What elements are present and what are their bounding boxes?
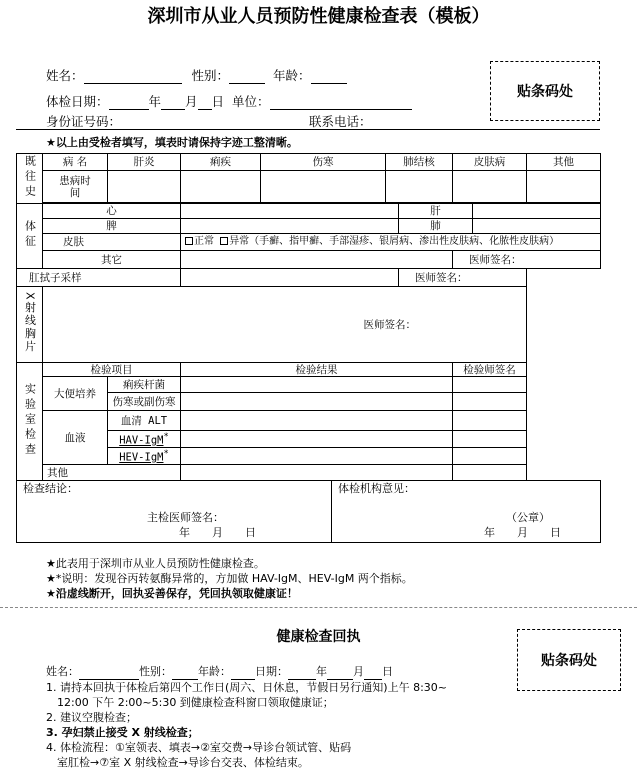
receipt-year-input[interactable] [288,669,316,680]
lab-result-header: 检验结果 [181,363,453,377]
physical-section-label: 体征 [17,204,43,269]
skin-label: 皮肤 [43,234,181,251]
dysentery-sign-cell[interactable] [453,377,527,393]
xray-result-cell[interactable] [43,287,527,363]
note-cut-line: ★沿虚线断开，回执妥善保存，凭回执领取健康证！ [46,587,298,600]
name-field-row [46,66,347,84]
exam-month-input[interactable] [161,97,185,110]
note-usage: ★此表用于深圳市从业人员预防性健康检查。 [46,557,265,570]
xray-doctor-sign: 医师签名： [363,318,416,331]
liver-label: 肝 [399,204,473,219]
disease-skin: 皮肤病 [453,154,527,171]
receipt-name-label: 姓名： [46,665,79,678]
hav-asterisk: * [163,432,169,443]
skin-abnormal-checkbox[interactable] [220,237,228,245]
skin-options [181,234,601,251]
skin-normal-label: 正常 [194,236,214,247]
exam-day-input[interactable] [198,97,212,110]
dysentery-result-cell[interactable] [181,377,453,393]
hav-sign-cell[interactable] [453,431,527,448]
anal-swab-doctor-sign: 医师签名： [399,269,527,287]
alt-item: 血清 ALT [108,411,181,431]
onset-hepatitis-cell[interactable] [108,171,181,203]
conclusion-label: 检查结论： [23,482,78,495]
id-row [46,112,476,130]
receipt-day-label: 日 [382,665,393,678]
note-asterisk: ★*说明：发现谷丙转氨酶异常的，方加做 HAV-IgM、HEV-IgM 两个指标。 [46,572,413,585]
physical-other-label: 其它 [43,251,181,269]
stool-culture-label: 大便培养 [43,377,108,411]
institution-opinion-cell[interactable] [332,481,601,543]
disease-tuberculosis: 肺结核 [386,154,453,171]
anal-swab-label: 肛拭子采样 [17,269,181,287]
name-input[interactable] [84,71,182,84]
receipt-instruction-4: 4. 体检流程：①室领表、填表→②室交费→导诊台领试管、贴码 [46,741,352,754]
receipt-age-input[interactable] [231,669,255,680]
typhoid-sign-cell[interactable] [453,393,527,411]
lung-value-cell[interactable] [473,219,601,234]
phone-label: 联系电话： [309,114,372,129]
receipt-instruction-2: 2. 建议空腹检查； [46,711,137,724]
exam-date-label: 体检日期： [46,94,109,109]
receipt-instruction-3: 3. 孕妇禁止接受 X 射线检查； [46,726,199,739]
typhoid-item: 伤寒或副伤寒 [108,393,181,411]
id-label: 身份证号码： [46,114,122,129]
day-label: 日 [211,94,225,109]
dysentery-item: 痢疾杆菌 [108,377,181,393]
receipt-age-label: 年龄： [198,665,231,678]
receipt-year-label: 年 [316,665,327,678]
xray-section-label: X射线胸片 [17,287,43,363]
spleen-value-cell[interactable] [181,219,399,234]
disease-name-header: 病 名 [43,154,108,171]
disease-dysentery: 痢疾 [181,154,261,171]
physical-doctor-sign: 医师签名： [453,251,601,269]
lab-other-result-cell[interactable] [181,465,453,481]
alt-sign-cell[interactable] [453,411,527,431]
lab-item-header: 检验项目 [43,363,181,377]
onset-time-label: 患病时间 [43,171,108,203]
heart-value-cell[interactable] [181,204,399,219]
disease-other: 其他 [527,154,601,171]
receipt-title: 健康检查回执 [276,629,361,645]
unit-input[interactable] [270,97,412,110]
lab-section-label: 实验室检查 [17,363,43,481]
barcode-label: 贴条码处 [517,84,573,100]
hev-item: HEV-IgM* [108,448,181,465]
history-section-label: 既往史 [17,154,43,204]
lab-other-label: 其他 [43,465,181,481]
hev-sign-cell[interactable] [453,448,527,465]
receipt-barcode-label: 贴条码处 [541,653,597,669]
anal-swab-cell[interactable] [181,269,399,287]
hav-item: HAV-IgM* [108,431,181,448]
month-label: 月 [185,94,198,109]
hev-result-cell[interactable] [181,448,453,465]
cut-line [0,607,637,608]
health-exam-table [16,153,601,543]
receipt-fields-row [46,665,393,680]
receipt-name-input[interactable] [79,669,139,680]
typhoid-result-cell[interactable] [181,393,453,411]
header-divider [16,129,600,130]
receipt-date-label: 日期： [255,665,288,678]
skin-abnormal-label: 异常（手癣、指甲癣、手部湿疹、银屑病、渗出性皮肤病、化脓性皮肤病） [229,236,560,247]
institution-opinion-label: 体检机构意见： [338,482,415,495]
barcode-box [490,61,600,121]
lab-other-sign-cell[interactable] [453,465,527,481]
age-label: 年龄： [273,68,311,83]
disease-typhoid: 伤寒 [261,154,386,171]
gender-label: 性别： [191,68,230,83]
conclusion-cell[interactable] [17,481,332,543]
conclusion-date: 年 月 日 [179,526,256,539]
receipt-month-label: 月 [353,665,364,678]
skin-normal-checkbox[interactable] [185,237,193,245]
spleen-label: 脾 [43,219,181,234]
blood-label: 血液 [43,411,108,465]
heart-label: 心 [43,204,181,219]
receipt-instruction-4b: 室肛检→⑦室 X 射线检查→导诊台交表、体检结束。 [46,756,309,769]
institution-date: 年 月 日 [484,526,561,539]
receipt-gender-label: 性别： [139,665,172,678]
receipt-instruction-1b: 12:00 下午 2:00~5:30 到健康检查科窗口领取健康证； [46,696,334,709]
onset-dysentery-cell[interactable] [181,171,261,203]
onset-skin-cell[interactable] [453,171,527,203]
fill-instruction: ★以上由受检者填写，填表时请保持字迹工整清晰。 [46,136,298,149]
receipt-month-input[interactable] [327,669,353,680]
unit-label: 单位： [232,94,270,109]
liver-value-cell[interactable] [473,204,601,219]
official-seal: （公章） [506,511,550,524]
chief-doctor-sign: 主检医师签名： [147,511,224,524]
disease-hepatitis: 肝炎 [108,154,181,171]
receipt-barcode-box [517,629,621,691]
onset-other-cell[interactable] [527,171,601,203]
page-title: 深圳市从业人员预防性健康检查表（模板） [147,6,490,27]
alt-result-cell[interactable] [181,411,453,431]
gender-input[interactable] [229,71,265,84]
name-label: 姓名： [46,68,84,83]
receipt-day-input[interactable] [364,669,382,680]
exam-year-input[interactable] [109,97,149,110]
year-label: 年 [148,94,162,109]
receipt-gender-input[interactable] [172,669,198,680]
hav-result-cell[interactable] [181,431,453,448]
hev-asterisk: * [163,449,169,460]
age-input[interactable] [311,71,347,84]
receipt-instruction-1: 1. 请持本回执于体检后第四个工作日(周六、日休息，节假日另行通知)上午 8:30~ [46,681,447,694]
lab-signature-header: 检验师签名 [453,363,527,377]
exam-date-row [46,92,412,110]
physical-other-cell[interactable] [181,251,453,269]
onset-typhoid-cell[interactable] [261,171,386,203]
onset-tb-cell[interactable] [386,171,453,203]
lung-label: 肺 [399,219,473,234]
